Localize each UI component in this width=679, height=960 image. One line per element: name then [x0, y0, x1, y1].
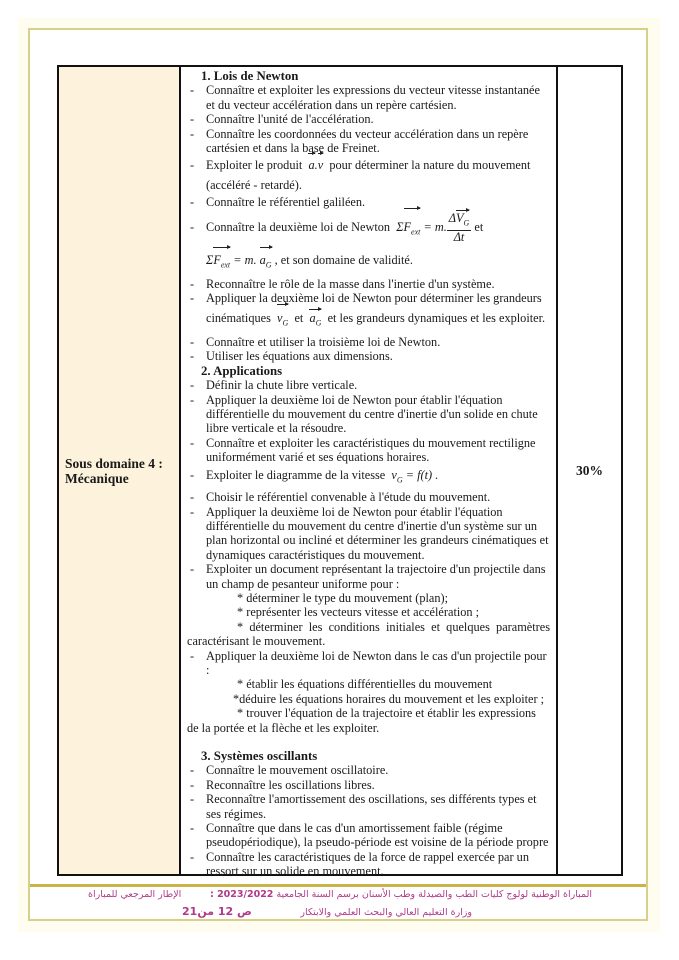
- list-item: - Reconnaître l'amortissement des oscillations, ses différents types et ses régimes.: [187, 792, 550, 821]
- page-footer: [40, 889, 640, 923]
- item-text: pour déterminer la nature du mouvement (accéléré - retardé).: [206, 158, 531, 193]
- list-item: [187, 291, 550, 335]
- domain-cell: [59, 67, 181, 874]
- sub-item: *déduire les équations horaires du mouvement et les exploiter ;: [233, 691, 545, 706]
- item-text: Exploiter le diagramme de la vitesse: [206, 467, 386, 482]
- footer-year: 2023/2022 :: [209, 889, 274, 900]
- item-text: et: [474, 219, 484, 234]
- spacer: [187, 735, 550, 749]
- item-text: et: [294, 310, 304, 325]
- sub-item: * déterminer les conditions initiales et quelques paramètres: [237, 619, 550, 634]
- weight-cell: [558, 67, 621, 874]
- footer-ministry: وزارة التعليم العالي والبحث العلمي والابتكار: [300, 907, 472, 918]
- newton-second-law-formula: $\Sigma F_{ext} = m$. $\frac{\Delta V_G}{\Delta t}$: [393, 220, 471, 234]
- list-item: - Connaître le mouvement oscillatoire.: [187, 763, 550, 777]
- list-item: [187, 210, 550, 249]
- section-title-oscillating-systems: 3. Systèmes oscillants: [201, 749, 318, 764]
- list-item: - Utiliser les équations aux dimensions.: [187, 349, 550, 363]
- velocity-vector: $v_G$: [274, 311, 291, 325]
- sub-item: * trouver l'équation de la trajectoire et établir les expressions: [237, 706, 536, 721]
- curriculum-table: [57, 65, 623, 879]
- footer-divider: [30, 884, 646, 887]
- item-text: Connaître la deuxième loi de Newton: [206, 219, 391, 234]
- list-item: - Choisir le référentiel convenable à l'étude du mouvement.: [187, 490, 550, 504]
- domain-label: Sous domaine 4 : Mécanique: [65, 455, 163, 486]
- page-number: ص 12 من21: [182, 905, 252, 918]
- section-title-applications: 2. Applications: [201, 363, 283, 378]
- list-item: [187, 155, 550, 195]
- acceleration-vector: $a_G$: [306, 311, 324, 325]
- list-item: - Connaître les caractéristiques de la force de rappel exercée par un ressort sur un solide en mouvement.: [187, 850, 550, 879]
- list-item: - Connaître le référentiel galiléen.: [187, 195, 550, 209]
- sub-item-continuation: de la portée et la flèche et les exploiter.: [187, 720, 380, 735]
- item-text: , et son domaine de validité.: [274, 253, 413, 268]
- footer-exam-text: المباراة الوطنية لولوج كليات الطب والصيدلة وطب الأسنان برسم السنة الجامعية: [276, 889, 592, 900]
- list-item: - Reconnaître les oscillations libres.: [187, 778, 550, 792]
- list-item: - Connaître et exploiter les expressions du vecteur vitesse instantanée et du vecteur accélération dans un repère cartésien.: [187, 83, 550, 112]
- dot-product-formula: a.v: [305, 158, 326, 172]
- list-item: - Connaître que dans le cas d'un amortissement faible (régime pseudopériodique), la pseudo-période est voisine de la période propre: [187, 821, 550, 850]
- list-item: - Appliquer la deuxième loi de Newton pour établir l'équation différentielle du mouvement du centre d'inertie d'un solide en chute libre verticale et la résoudre.: [187, 393, 550, 436]
- list-item: [187, 465, 550, 490]
- list-item: - Connaître les coordonnées du vecteur accélération dans un repère cartésien et dans la base de Freinet.: [187, 127, 550, 156]
- list-item: - Connaître l'unité de l'accélération.: [187, 112, 550, 126]
- item-text: Exploiter le produit: [206, 158, 303, 173]
- weight-value: 30%: [576, 462, 603, 478]
- sub-item: * déterminer le type du mouvement (plan);: [237, 590, 449, 605]
- list-item: - Reconnaître le rôle de la masse dans l'inertie d'un système.: [187, 277, 550, 291]
- list-item: - Connaître et exploiter les caractéristiques du mouvement rectiligne uniformément varié et ses équations horaires.: [187, 436, 550, 465]
- list-item: - Définir la chute libre verticale.: [187, 378, 550, 392]
- footer-reference-frame: الإطار المرجعي للمباراة: [88, 889, 182, 900]
- sub-item: * établir les équations différentielles du mouvement: [237, 677, 493, 692]
- footer-exam-title: [210, 889, 592, 900]
- section-title-newton: 1. Lois de Newton: [201, 69, 299, 83]
- list-item: - Connaître et utiliser la troisième loi de Newton.: [187, 335, 550, 349]
- list-item-continuation: [187, 249, 550, 276]
- item-text: Appliquer la deuxième loi de Newton pour déterminer les grandeurs cinématiques: [206, 291, 542, 325]
- list-item: - Exploiter un document représentant la trajectoire d'un projectile dans un champ de pesanteur uniforme pour :: [187, 562, 550, 591]
- list-item: - Appliquer la deuxième loi de Newton dans le cas d'un projectile pour :: [187, 649, 550, 678]
- newton-second-law-acceleration-formula: $\Sigma F_{ext} = m$. $a_G$: [206, 253, 272, 267]
- sub-item: * représenter les vecteurs vitesse et accélération ;: [237, 605, 480, 620]
- item-text: et les grandeurs dynamiques et les exploiter.: [327, 310, 546, 325]
- content-cell: [181, 67, 558, 879]
- sub-item-continuation: caractérisant le mouvement.: [187, 634, 326, 649]
- list-item: - Appliquer la deuxième loi de Newton pour établir l'équation différentielle du mouvement du centre d'inertie d'un système sur un plan horizontal ou incliné et déterminer les grandeurs cinématiques et dynamiques caractéristiques du mouvement.: [187, 505, 550, 563]
- velocity-function-formula: $v_G = f(t)$ .: [388, 467, 439, 485]
